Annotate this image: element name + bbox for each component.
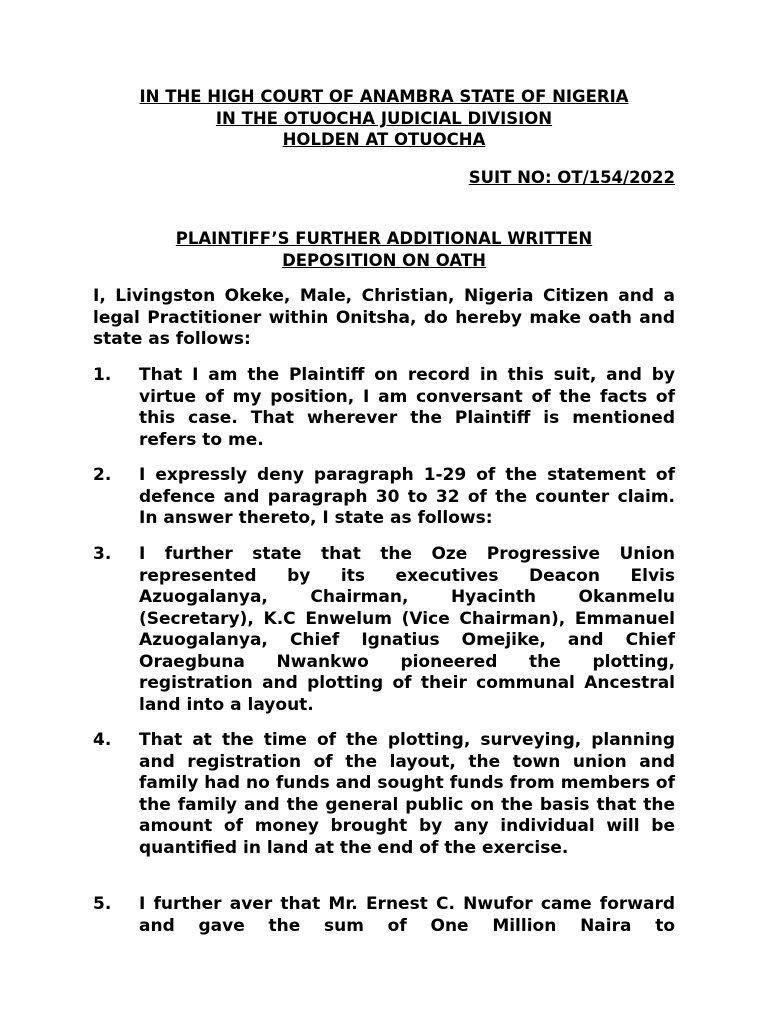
paragraph-number: 5. [93,894,112,914]
document-title-line-2: DEPOSITION ON OATH [282,251,486,270]
numbered-paragraph [93,544,675,716]
division-heading: IN THE OTUOCHA JUDICIAL DIVISION [215,109,553,128]
paragraph-text: I further state that the Oze Progressive Union represented by its executives Deacon Elvis Azuogalanya, Chairman, Hyacinth Okanmelu (Secretary), K.C Enwelum (Vice Chairman), Emmanuel Azuogalanya, Chief Ignatius Omejike, and Chief Oraegbuna Nwankwo pioneered the plotting, registration and plotting of their communal Ancestral land into a layout. [139,544,675,715]
paragraph-number: 4. [93,730,112,750]
paragraph-text: That at the time of the plotting, surveying, planning and registration of the layout, the town union and family had no funds and sought funds from members of the family and the general public on the basis that the amount of money brought by any individual will be quantified in land at the end of the exercise. [139,730,675,858]
holden-heading: HOLDEN AT OTUOCHA [282,130,486,149]
numbered-paragraph [93,365,675,451]
paragraph-text: I further aver that Mr. Ernest C. Nwufor came forward and gave the sum of One Million Naira to [139,894,675,936]
suit-number: SUIT NO: OT/154/2022 [468,168,675,187]
paragraph-text: I expressly deny paragraph 1-29 of the statement of defence and paragraph 30 to 32 of the counter claim. In answer thereto, I state as follows: [139,465,675,528]
numbered-paragraph [93,894,675,937]
court-heading: IN THE HIGH COURT OF ANAMBRA STATE OF NIGERIA [139,87,629,106]
paragraph-number: 2. [93,465,112,485]
paragraph-number: 1. [93,365,112,385]
paragraph-number: 3. [93,544,112,564]
paragraph-text: That I am the Plaintiff on record in this suit, and by virtue of my position, I am conversant of the facts of this case. That wherever the Plaintiff is mentioned refers to me. [139,365,675,450]
numbered-paragraph [93,465,675,530]
numbered-paragraph [93,730,675,859]
document-title-line-1: PLAINTIFF’S FURTHER ADDITIONAL WRITTEN [175,229,593,248]
intro-paragraph: I, Livingston Okeke, Male, Christian, Nigeria Citizen and a legal Practitioner within Onitsha, do hereby make oath and state as follows: [93,286,675,349]
